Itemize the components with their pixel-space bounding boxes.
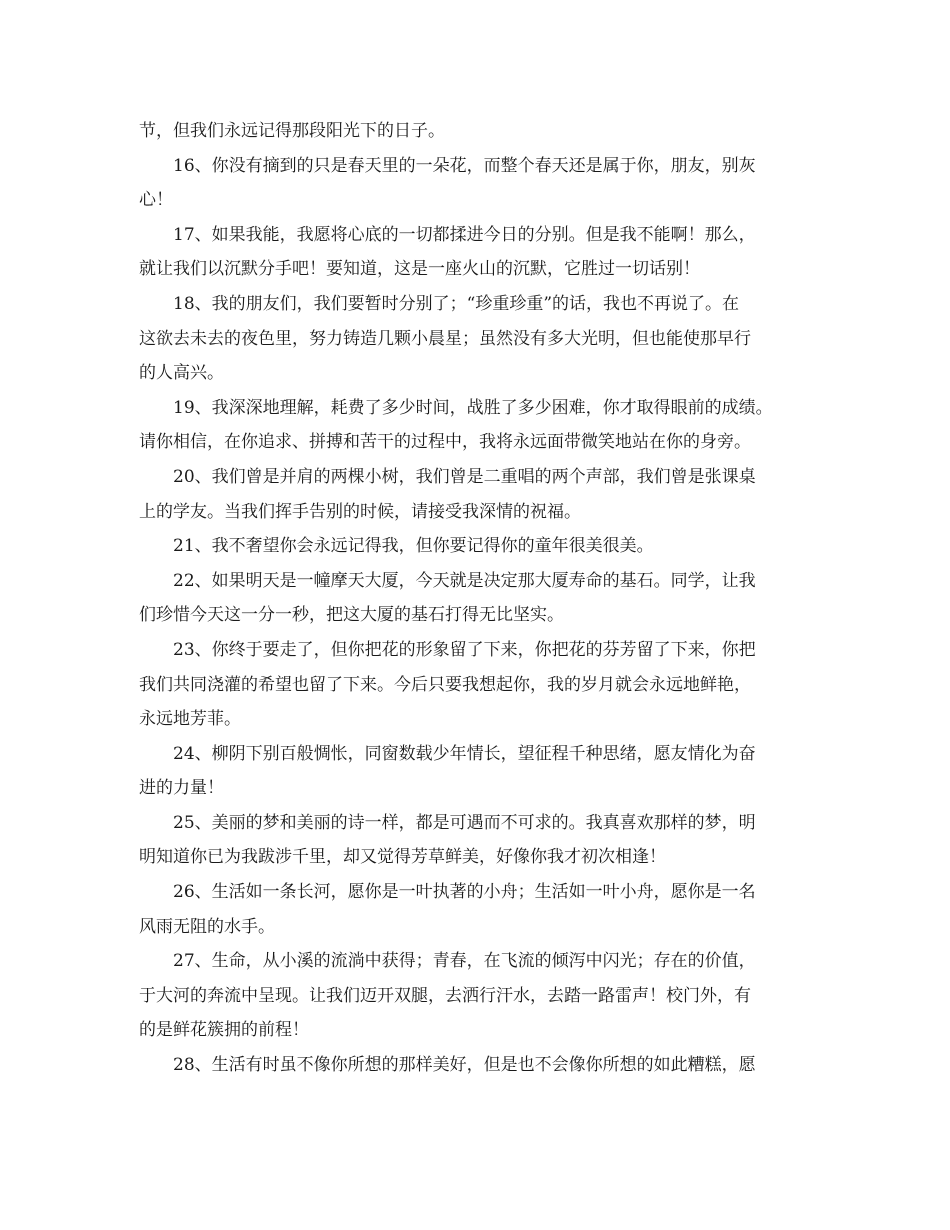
text-line: 心！ [139,190,173,211]
text-line: 18、我的朋友们，我们要暂时分别了；“珍重珍重”的话，我也不再说了。在 [173,293,740,314]
text-line: 请你相信，在你追求、拼搏和苦干的过程中，我将永远面带微笑地站在你的身旁。 [139,432,751,453]
text-line: 的人高兴。 [139,363,224,384]
text-line: 永远地芳菲。 [139,709,241,730]
text-line: 们珍惜今天这一分一秒，把这大厦的基石打得无比坚实。 [139,605,564,626]
text-line: 16、你没有摘到的只是春天里的一朵花，而整个春天还是属于你，朋友，别灰 [173,155,756,176]
text-line: 这欲去未去的夜色里，努力铸造几颗小晨星；虽然没有多大光明，但也能使那早行 [139,328,751,349]
text-line: 风雨无阻的水手。 [139,916,275,937]
text-line: 就让我们以沉默分手吧！要知道，这是一座火山的沉默，它胜过一切话别！ [139,259,700,280]
text-line: 21、我不奢望你会永远记得我，但你要记得你的童年很美很美。 [173,536,654,557]
text-line: 22、如果明天是一幢摩天大厦，今天就是决定那大厦寿命的基石。同学，让我 [173,570,756,591]
document-body [139,114,815,1083]
text-line: 的是鲜花簇拥的前程！ [139,1020,309,1041]
text-line: 明知道你已为我跋涉千里，却又觉得芳草鲜美，好像你我才初次相逢！ [139,847,666,868]
text-line: 于大河的奔流中呈现。让我们迈开双腿，去洒行汗水，去踏一路雷声！校门外，有 [139,985,751,1006]
text-line: 23、你终于要走了，但你把花的形象留了下来，你把花的芬芳留了下来，你把 [173,639,756,660]
text-line: 20、我们曾是并肩的两棵小树，我们曾是二重唱的两个声部，我们曾是张课桌 [173,466,756,487]
text-line: 我们共同浇灌的希望也留了下来。今后只要我想起你，我的岁月就会永远地鲜艳， [139,674,751,695]
text-line: 17、如果我能，我愿将心底的一切都揉进今日的分别。但是我不能啊！那么， [173,224,756,245]
text-line: 进的力量！ [139,778,224,799]
text-line: 24、柳阴下别百般惆怅，同窗数载少年情长，望征程千种思绪，愿友情化为奋 [173,743,756,764]
text-line: 19、我深深地理解，耗费了多少时间，战胜了多少困难，你才取得眼前的成绩。 [173,397,773,418]
text-line: 上的学友。当我们挥手告别的时候，请接受我深情的祝福。 [139,501,581,522]
text-line: 28、生活有时虽不像你所想的那样美好，但是也不会像你所想的如此糟糕，愿 [173,1055,756,1076]
text-line: 27、生命，从小溪的流淌中获得；青春，在飞流的倾泻中闪光；存在的价值， [173,951,756,972]
text-line: 25、美丽的梦和美丽的诗一样，都是可遇而不可求的。我真喜欢那样的梦，明 [173,812,756,833]
text-line: 节，但我们永远记得那段阳光下的日子。 [139,121,445,141]
text-line: 26、生活如一条长河，愿你是一叶执著的小舟；生活如一叶小舟，愿你是一名 [173,882,756,903]
